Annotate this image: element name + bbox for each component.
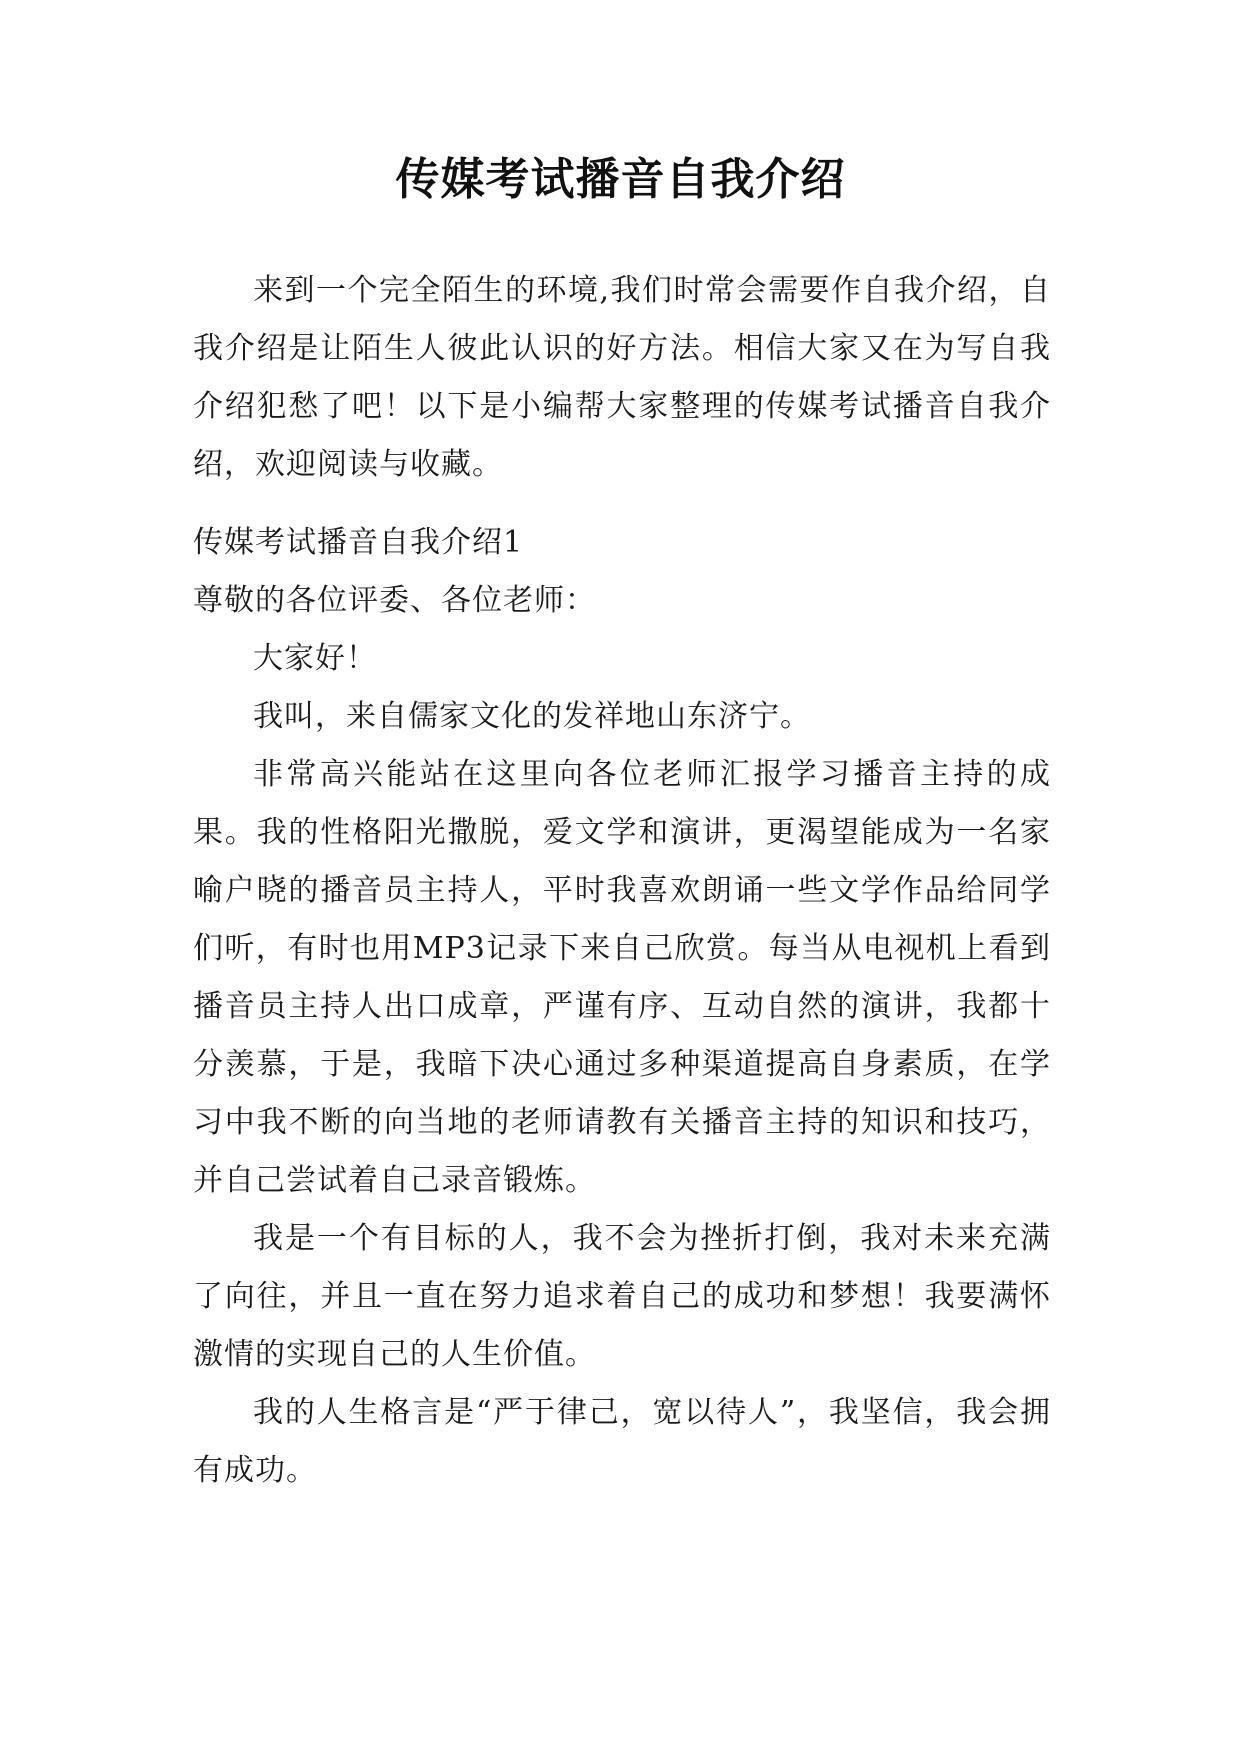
body-paragraph-2: 非常高兴能站在这里向各位老师汇报学习播音主持的成果。我的性格阳光撒脱，爱文学和演讲，更渴望能成为一名家喻户晓的播音员主持人，平时我喜欢朗诵一些文学作品给同学们听，有时也用MP3记录下来自己欣赏。每当从电视机上看到播音员主持人出口成章，严谨有序、互动自然的演讲，我都十分羡慕，于是，我暗下决心通过多种渠道提高自身素质，在学习中我不断的向当地的老师请教有关播音主持的知识和技巧，并自己尝试着自己录音锻炼。 [193, 757, 1051, 1198]
intro-paragraph: 来到一个完全陌生的环境,我们时常会需要作自我介绍，自我介绍是让陌生人彼此认识的好方法。相信大家又在为写自我介绍犯愁了吧！以下是小编帮大家整理的传媒考试播音自我介绍，欢迎阅读与收藏。 [193, 273, 1051, 482]
salutation: 尊敬的各位评委、各位老师： [193, 583, 596, 618]
document-title: 传媒考试播音自我介绍 [395, 154, 846, 205]
body-paragraph-4: 我的人生格言是“严于律己，宽以待人”，我坚信，我会拥有成功。 [193, 1395, 1051, 1488]
body-paragraph-1: 我叫，来自儒家文化的发祥地山东济宁。 [253, 699, 811, 734]
section-heading: 传媒考试播音自我介绍1 [193, 525, 524, 560]
greeting: 大家好！ [253, 641, 377, 676]
body-paragraph-3: 我是一个有目标的人，我不会为挫折打倒，我对未来充满了向往，并且一直在努力追求着自己的成功和梦想！我要满怀激情的实现自己的人生价值。 [193, 1221, 1051, 1372]
